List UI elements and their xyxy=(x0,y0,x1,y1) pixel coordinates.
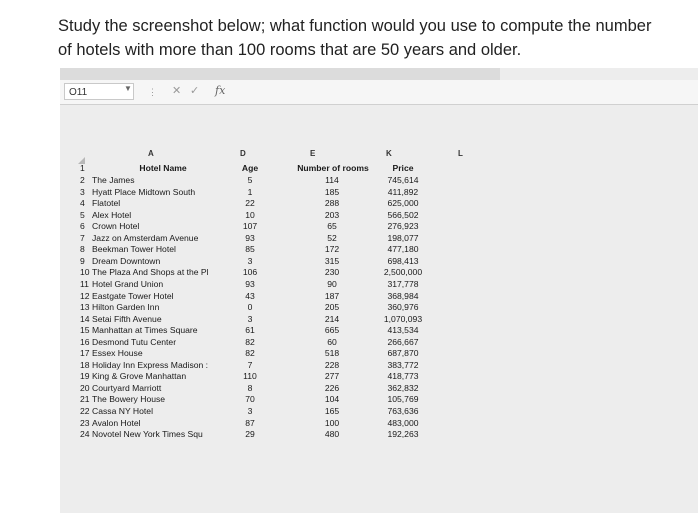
cell-age[interactable]: 70 xyxy=(245,394,255,405)
column-header-a[interactable]: A xyxy=(148,149,154,158)
cell-price[interactable]: 317,778 xyxy=(387,278,419,289)
cell-rooms[interactable]: 100 xyxy=(324,417,340,428)
cell-rooms[interactable]: 203 xyxy=(324,209,340,220)
cell-price[interactable]: 192,263 xyxy=(387,429,419,440)
table-row xyxy=(78,244,698,256)
cell-price[interactable]: 413,534 xyxy=(387,325,419,336)
cell-hotel-name[interactable]: Alex Hotel xyxy=(92,209,132,220)
cell-rooms[interactable]: 315 xyxy=(324,255,340,266)
table-row xyxy=(78,406,698,418)
cell-hotel-name[interactable]: Holiday Inn Express Madison : xyxy=(92,359,209,370)
row-number[interactable]: 22 xyxy=(80,406,90,416)
cell-hotel-name[interactable]: Eastgate Tower Hotel xyxy=(92,290,174,301)
cell-rooms[interactable]: 60 xyxy=(327,336,337,347)
row-number[interactable]: 17 xyxy=(80,348,90,359)
cell-age[interactable]: 61 xyxy=(245,325,255,336)
cell-hotel-name[interactable]: Essex House xyxy=(92,348,143,359)
row-number[interactable]: 16 xyxy=(80,336,90,347)
table-row xyxy=(78,337,698,349)
cell-hotel-name[interactable]: Jazz on Amsterdam Avenue xyxy=(92,232,199,243)
table-row xyxy=(78,325,698,337)
table-row xyxy=(78,221,698,233)
cell-price[interactable]: 198,077 xyxy=(387,232,419,243)
chevron-down-icon[interactable]: ▼ xyxy=(124,84,132,93)
cell-hotel-name[interactable]: King & Grove Manhattan xyxy=(92,371,187,382)
cell-age[interactable]: 82 xyxy=(245,336,255,347)
row-number[interactable]: 21 xyxy=(80,394,90,405)
check-icon[interactable]: ✓ xyxy=(190,85,200,97)
cell-age[interactable]: 87 xyxy=(245,417,255,428)
row-number[interactable]: 3 xyxy=(80,186,85,197)
row-number[interactable]: 6 xyxy=(80,221,85,232)
cell-rooms[interactable]: 90 xyxy=(327,278,337,289)
cell-price[interactable]: 276,923 xyxy=(387,221,419,232)
cell-age[interactable]: 110 xyxy=(243,371,257,382)
table-row xyxy=(78,198,698,210)
cell-age[interactable]: 3 xyxy=(247,406,253,416)
cell-age[interactable]: 7 xyxy=(247,359,253,370)
cell-rooms[interactable]: 185 xyxy=(324,186,340,197)
cell-price[interactable]: 360,976 xyxy=(387,302,419,313)
cell-age[interactable]: 82 xyxy=(245,348,255,359)
cell-price[interactable]: 483,000 xyxy=(387,417,419,428)
cell-hotel-name[interactable]: Flatotel xyxy=(92,198,121,209)
cell-age[interactable]: 106 xyxy=(242,267,258,278)
header-price[interactable]: Price xyxy=(392,163,414,173)
cell-price[interactable]: 625,000 xyxy=(387,198,419,209)
table-row xyxy=(78,383,698,395)
table-row xyxy=(78,291,698,303)
cell-age[interactable]: 8 xyxy=(247,382,253,393)
row-number[interactable]: 20 xyxy=(80,382,90,393)
column-header-l[interactable]: L xyxy=(458,149,463,158)
row-number[interactable]: 7 xyxy=(80,232,85,243)
cell-rooms[interactable]: 165 xyxy=(324,406,340,416)
cell-hotel-name[interactable]: The Plaza And Shops at the Pl xyxy=(92,267,209,278)
row-number[interactable]: 12 xyxy=(80,290,90,301)
cell-age[interactable]: 1 xyxy=(247,186,253,197)
table-row xyxy=(78,348,698,360)
header-hotel-name[interactable]: Hotel Name xyxy=(139,163,187,173)
cell-rooms[interactable]: 65 xyxy=(327,221,337,232)
table-row xyxy=(78,314,698,326)
row-number[interactable]: 15 xyxy=(80,325,90,336)
cell-rooms[interactable]: 172 xyxy=(324,244,340,255)
cell-rooms[interactable]: 226 xyxy=(324,382,340,393)
cell-hotel-name[interactable]: Manhattan at Times Square xyxy=(92,325,198,336)
row-number[interactable]: 4 xyxy=(80,198,85,209)
cell-hotel-name[interactable]: Beekman Tower Hotel xyxy=(92,244,176,255)
cell-hotel-name[interactable]: Desmond Tutu Center xyxy=(92,336,177,347)
header-age[interactable]: Age xyxy=(241,163,259,173)
table-row xyxy=(78,360,698,372)
table-row xyxy=(78,210,698,222)
row-number[interactable]: 1 xyxy=(80,163,85,173)
cell-rooms[interactable]: 114 xyxy=(325,175,339,185)
table-row xyxy=(78,267,698,279)
cell-price[interactable]: 266,667 xyxy=(387,336,419,347)
header-row xyxy=(78,163,698,175)
row-number[interactable]: 11 xyxy=(80,278,89,289)
cell-price[interactable]: 763,636 xyxy=(387,406,419,416)
row-number[interactable]: 10 xyxy=(80,267,90,278)
cell-price[interactable]: 1,070,093 xyxy=(383,313,423,324)
cell-rooms[interactable]: 52 xyxy=(327,232,337,243)
cell-age[interactable]: 5 xyxy=(247,175,253,185)
cell-hotel-name[interactable]: Hotel Grand Union xyxy=(92,278,164,289)
cell-price[interactable]: 477,180 xyxy=(387,244,419,255)
cell-age[interactable]: 3 xyxy=(247,313,253,324)
cell-age[interactable]: 107 xyxy=(242,221,258,232)
cell-age[interactable]: 29 xyxy=(245,429,255,440)
cell-price[interactable]: 362,832 xyxy=(387,382,419,393)
cell-rooms[interactable]: 518 xyxy=(324,348,340,359)
cell-rooms[interactable]: 214 xyxy=(324,313,340,324)
question-text: Study the screenshot below; what function would you use to compute the number of hotels with more than 100 rooms that are 50 years and older. xyxy=(58,17,652,59)
row-number[interactable]: 24 xyxy=(80,429,90,440)
table-row xyxy=(78,256,698,268)
cell-rooms[interactable]: 230 xyxy=(324,267,340,278)
cell-rooms[interactable]: 277 xyxy=(324,371,340,382)
cell-age[interactable]: 93 xyxy=(245,278,255,289)
cell-rooms[interactable]: 288 xyxy=(324,198,340,209)
table-row xyxy=(78,187,698,199)
cell-rooms[interactable]: 187 xyxy=(324,290,340,301)
cell-hotel-name[interactable]: Setai Fifth Avenue xyxy=(92,313,162,324)
table-row xyxy=(78,302,698,314)
cancel-icon[interactable]: ✕ xyxy=(172,85,182,97)
cell-age[interactable]: 85 xyxy=(245,244,255,255)
cell-age[interactable]: 0 xyxy=(247,302,253,313)
cell-rooms[interactable]: 228 xyxy=(324,359,340,370)
cell-hotel-name[interactable]: Cassa NY Hotel xyxy=(92,406,153,416)
column-header-d[interactable]: D xyxy=(240,149,246,158)
cell-age[interactable]: 3 xyxy=(247,255,253,266)
header-rooms[interactable]: Number of rooms xyxy=(297,163,369,173)
cell-price[interactable]: 418,773 xyxy=(387,371,419,382)
cell-age[interactable]: 10 xyxy=(245,209,255,220)
row-number[interactable]: 9 xyxy=(80,255,85,266)
cell-hotel-name[interactable]: Hilton Garden Inn xyxy=(92,302,160,313)
table-row xyxy=(78,394,698,406)
cell-rooms[interactable]: 205 xyxy=(324,302,340,313)
cell-hotel-name[interactable]: Dream Downtown xyxy=(92,255,161,266)
table-row xyxy=(78,279,698,291)
cell-price[interactable]: 687,870 xyxy=(387,348,419,359)
function-icon[interactable]: fx xyxy=(215,84,226,97)
cell-hotel-name[interactable]: Hyatt Place Midtown South xyxy=(92,186,196,197)
cell-age[interactable]: 22 xyxy=(245,198,255,209)
row-number[interactable]: 8 xyxy=(80,244,85,255)
cell-age[interactable]: 43 xyxy=(245,290,255,301)
table-row xyxy=(78,418,698,430)
column-header-k[interactable]: K xyxy=(386,149,392,158)
cell-age[interactable]: 93 xyxy=(245,232,255,243)
cell-price[interactable]: 698,413 xyxy=(387,255,419,266)
cell-price[interactable]: 745,614 xyxy=(387,175,419,185)
cell-rooms[interactable]: 480 xyxy=(324,429,340,440)
row-number[interactable]: 18 xyxy=(80,359,90,370)
cell-price[interactable]: 383,772 xyxy=(387,359,419,370)
cell-price[interactable]: 2,500,000 xyxy=(383,267,423,278)
cell-rooms[interactable]: 665 xyxy=(324,325,340,336)
cell-hotel-name[interactable]: The James xyxy=(92,175,135,185)
select-all-corner[interactable] xyxy=(78,150,85,164)
cell-rooms[interactable]: 104 xyxy=(324,394,340,405)
row-number[interactable]: 2 xyxy=(80,175,85,185)
row-number[interactable]: 23 xyxy=(80,417,90,428)
row-number[interactable]: 13 xyxy=(80,302,90,313)
cell-price[interactable]: 368,984 xyxy=(387,290,419,301)
cell-price[interactable]: 411,892 xyxy=(387,186,419,197)
row-number[interactable]: 5 xyxy=(80,209,85,220)
cell-hotel-name[interactable]: Crown Hotel xyxy=(92,221,140,232)
separator-dots-icon: ⋮ xyxy=(148,87,159,97)
cell-hotel-name[interactable]: Courtyard Marriott xyxy=(92,382,162,393)
column-header-e[interactable]: E xyxy=(310,149,316,158)
cell-hotel-name[interactable]: Novotel New York Times Squ xyxy=(92,429,203,440)
table-row xyxy=(78,429,698,441)
cell-hotel-name[interactable]: Avalon Hotel xyxy=(92,417,141,428)
cell-price[interactable]: 105,769 xyxy=(387,394,419,405)
cell-hotel-name[interactable]: The Bowery House xyxy=(92,394,166,405)
row-number[interactable]: 19 xyxy=(80,371,90,382)
cell-price[interactable]: 566,502 xyxy=(387,209,419,220)
name-box[interactable]: O11 xyxy=(64,83,134,100)
table-row xyxy=(78,233,698,245)
row-number[interactable]: 14 xyxy=(80,313,90,324)
table-row xyxy=(78,175,698,187)
table-row xyxy=(78,371,698,383)
